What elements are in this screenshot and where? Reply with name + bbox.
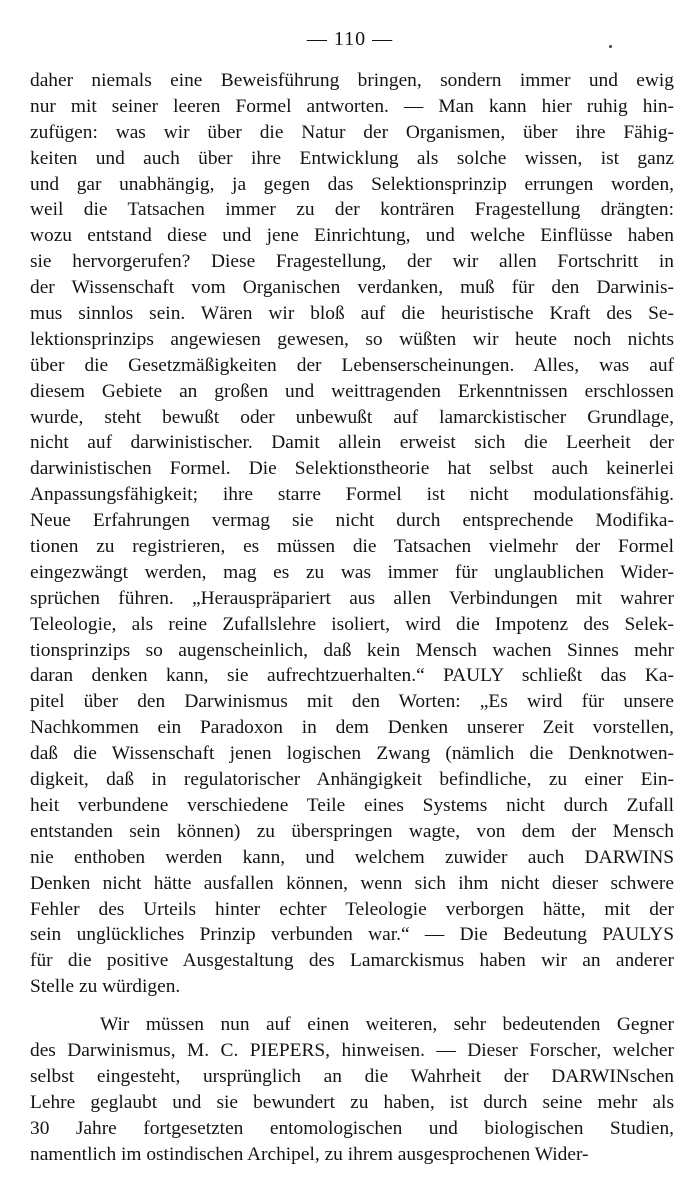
text-line: heit verbundene verschiedene Teile eines Systems nicht durch Zufall bbox=[30, 794, 674, 816]
text-line: Denken nicht hätte ausfallen können, wenn sich ihm nicht dieser schwere bbox=[30, 872, 674, 894]
text-line: Anpassungsfähigkeit; ihre starre Formel ist nicht modulationsfähig. bbox=[30, 484, 674, 506]
text-line: nur mit seiner leeren Formel antworten. — Man kann hier ruhig hin- bbox=[30, 95, 674, 117]
text-line: entstanden sein können) zu überspringen wagte, von dem der Mensch bbox=[30, 820, 674, 842]
text-line: namentlich im ostindischen Archipel, zu ihrem ausgesprochenen Wider- bbox=[30, 1143, 589, 1165]
text-line: eingezwängt werden, mag es zu was immer für unglaublichen Wider- bbox=[30, 561, 674, 583]
text-line: sein unglückliches Prinzip verbunden war.“ — Die Bedeutung PAULYS bbox=[30, 924, 674, 946]
paragraph-gap bbox=[30, 1000, 674, 1012]
text-line: des Darwinismus, M. C. PIEPERS, hinweisen. — Dieser Forscher, welcher bbox=[30, 1039, 674, 1061]
text-line: Wir müssen nun auf einen weiteren, sehr bedeutenden Gegner bbox=[100, 1014, 674, 1036]
text-line: Teleologie, als reine Zufallslehre isoliert, wird die Impotenz des Selek- bbox=[30, 613, 674, 635]
text-line: der Wissenschaft vom Organischen verdanken, muß für den Darwinis- bbox=[30, 277, 674, 299]
print-speck bbox=[609, 45, 612, 48]
text-line: pitel über den Darwinismus mit den Worten: „Es wird für unsere bbox=[30, 691, 674, 713]
text-line: lektionsprinzips angewiesen gewesen, so wüßten wir heute noch nichts bbox=[30, 328, 674, 350]
text-line: zufügen: was wir über die Natur der Organismen, über ihre Fähig- bbox=[30, 121, 674, 143]
page-number: — 110 — bbox=[306, 28, 394, 50]
text-line: Nachkommen ein Paradoxon in dem Denken unserer Zeit vorstellen, bbox=[30, 717, 674, 739]
text-line: selbst eingesteht, ursprünglich an die Wahrheit der DARWINschen bbox=[30, 1065, 674, 1087]
text-line: sie hervorgerufen? Diese Fragestellung, der wir allen Fortschritt in bbox=[30, 251, 674, 273]
text-line: für die positive Ausgestaltung des Lamarckismus haben wir an anderer bbox=[30, 950, 674, 972]
text-line: tionsprinzips so augenscheinlich, daß kein Mensch wachen Sinnes mehr bbox=[30, 639, 674, 661]
text-line: mus sinnlos sein. Wären wir bloß auf die heuristische Kraft des Se- bbox=[30, 303, 674, 325]
text-line: diesem Gebiete an großen und weittragenden Erkenntnissen erschlossen bbox=[30, 380, 674, 402]
text-line: nie enthoben werden kann, und welchem zuwider auch DARWINS bbox=[30, 846, 674, 868]
text-line: weil die Tatsachen immer zu der konträren Fragestellung drängten: bbox=[30, 199, 674, 221]
text-line: Lehre geglaubt und sie bewundert zu haben, ist durch seine mehr als bbox=[30, 1091, 674, 1113]
text-line: Neue Erfahrungen vermag sie nicht durch entsprechende Modifika- bbox=[30, 510, 674, 532]
text-line: über die Gesetzmäßigkeiten der Lebenserscheinungen. Alles, was auf bbox=[30, 354, 674, 376]
text-line: darwinistischen Formel. Die Selektionstheorie hat selbst auch keinerlei bbox=[30, 458, 674, 480]
text-line: digkeit, daß in regulatorischer Anhängigkeit befindliche, zu einer Ein- bbox=[30, 769, 674, 791]
text-line: daß die Wissenschaft jenen logischen Zwang (nämlich die Denknotwen- bbox=[30, 743, 674, 765]
text-line: Stelle zu würdigen. bbox=[30, 976, 181, 998]
text-line: Fehler des Urteils hinter echter Teleologie verborgen hätte, mit der bbox=[30, 898, 674, 920]
text-line: daran denken kann, sie aufrechtzuerhalten.“ PAULY schließt das Ka- bbox=[30, 665, 674, 687]
text-line: und gar unabhängig, ja gegen das Selektionsprinzip errungen worden, bbox=[30, 173, 674, 195]
text-line: tionen zu registrieren, es müssen die Tatsachen vielmehr der Formel bbox=[30, 536, 674, 558]
text-line: 30 Jahre fortgesetzten entomologischen und biologischen Studien, bbox=[30, 1117, 674, 1139]
text-line: keiten und auch über ihre Entwicklung als solche wissen, ist ganz bbox=[30, 147, 674, 169]
text-line: sprüchen führen. „Herauspräpariert aus allen Verbindungen mit wahrer bbox=[30, 587, 674, 609]
text-line: wozu entstand diese und jene Einrichtung, und welche Einflüsse haben bbox=[30, 225, 674, 247]
text-line: nicht auf darwinistischer. Damit allein erweist sich die Leerheit der bbox=[30, 432, 674, 454]
body-text bbox=[30, 68, 674, 1167]
text-line: daher niemals eine Beweisführung bringen, sondern immer und ewig bbox=[30, 70, 674, 91]
text-line: wurde, steht bewußt oder unbewußt auf lamarckistischer Grundlage, bbox=[30, 406, 674, 428]
